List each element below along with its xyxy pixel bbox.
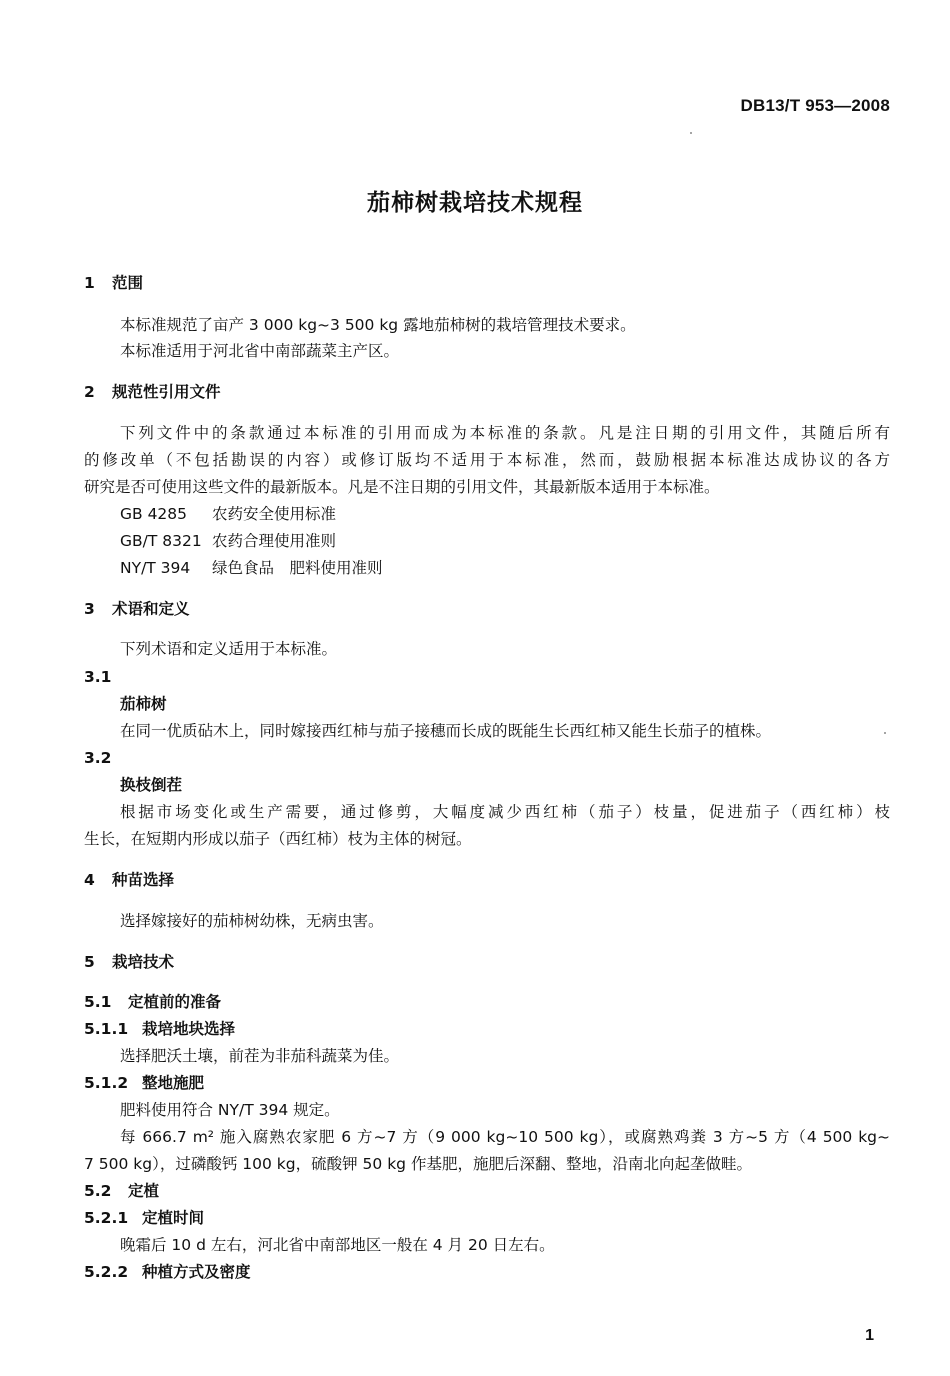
section-number: 5.2.1 — [84, 1209, 129, 1227]
s512-paragraph-1: 肥料使用符合 NY/T 394 规定。 — [120, 1101, 340, 1119]
s2-paragraph-line-2: 的修改单（不包括勘误的内容）或修订版均不适用于本标准，然而，鼓励根据本标准达成协议的各方 — [84, 451, 890, 469]
section-number: 5.2 — [84, 1182, 112, 1200]
section-title: 栽培地块选择 — [142, 1020, 236, 1038]
section-5-1-2-heading — [84, 1073, 204, 1093]
section-title: 术语和定义 — [112, 600, 190, 618]
reference-name: 农药安全使用标准 — [212, 505, 337, 523]
section-title: 定植时间 — [142, 1209, 205, 1227]
section-5-2-2-heading — [84, 1262, 251, 1282]
s2-paragraph-line-3: 研究是否可使用这些文件的最新版本。凡是不注日期的引用文件，其最新版本适用于本标准。 — [84, 478, 720, 496]
section-5-1-1-heading — [84, 1019, 235, 1039]
scan-speck — [690, 132, 692, 134]
section-number: 5.1 — [84, 993, 112, 1011]
section-3-heading — [84, 599, 190, 619]
s512-paragraph-2-line-1: 每 666.7 m² 施入腐熟农家肥 6 方~7 方（9 000 kg~10 500 kg），或腐熟鸡粪 3 方~5 方（4 500 kg~ — [120, 1128, 890, 1146]
section-number: 1 — [84, 274, 95, 292]
reference-name: 绿色食品 肥料使用准则 — [212, 559, 383, 577]
section-title: 整地施肥 — [142, 1074, 205, 1092]
section-number: 5 — [84, 953, 95, 971]
reference-item — [120, 558, 383, 578]
term-3-2-number: 3.2 — [84, 749, 112, 767]
section-5-1-heading — [84, 992, 221, 1012]
s1-paragraph-1: 本标准规范了亩产 3 000 kg~3 500 kg 露地茄柿树的栽培管理技术要求。 — [120, 316, 636, 334]
section-5-2-1-heading — [84, 1208, 204, 1228]
s512-paragraph-2-line-2: 7 500 kg），过磷酸钙 100 kg，硫酸钾 50 kg 作基肥，施肥后深翻、整地，沿南北向起垄做畦。 — [84, 1155, 752, 1173]
s511-paragraph: 选择肥沃土壤，前茬为非茄科蔬菜为佳。 — [120, 1047, 400, 1065]
section-number: 3 — [84, 600, 95, 618]
section-title: 定植 — [128, 1182, 160, 1200]
section-number: 5.2.2 — [84, 1263, 129, 1281]
s521-paragraph: 晚霜后 10 d 左右，河北省中南部地区一般在 4 月 20 日左右。 — [120, 1236, 555, 1254]
section-number: 4 — [84, 871, 95, 889]
reference-code: GB/T 8321 — [120, 532, 202, 550]
page-number: 1 — [865, 1327, 874, 1344]
section-number: 5.1.2 — [84, 1074, 129, 1092]
section-1-heading — [84, 273, 143, 293]
s2-paragraph-line-1: 下列文件中的条款通过本标准的引用而成为本标准的条款。凡是注日期的引用文件，其随后所有 — [120, 424, 890, 442]
scan-speck — [884, 732, 886, 734]
section-title: 栽培技术 — [112, 953, 175, 971]
document-title: 茄柿树栽培技术规程 — [367, 190, 583, 216]
reference-code: NY/T 394 — [120, 559, 191, 577]
s1-paragraph-2: 本标准适用于河北省中南部蔬菜主产区。 — [120, 342, 400, 360]
section-5-heading — [84, 952, 174, 972]
term-3-2-definition-line-2: 生长，在短期内形成以茄子（西红柿）枝为主体的树冠。 — [84, 830, 472, 848]
section-title: 种苗选择 — [112, 871, 175, 889]
section-number: 5.1.1 — [84, 1020, 129, 1038]
term-3-2-name: 换枝倒茬 — [120, 776, 183, 794]
section-title: 种植方式及密度 — [142, 1263, 251, 1281]
s4-paragraph: 选择嫁接好的茄柿树幼株，无病虫害。 — [120, 912, 384, 930]
section-2-heading — [84, 382, 221, 402]
reference-code: GB 4285 — [120, 505, 188, 523]
reference-item — [120, 504, 336, 524]
term-3-1-name: 茄柿树 — [120, 695, 167, 713]
section-4-heading — [84, 870, 174, 890]
section-5-2-heading — [84, 1181, 159, 1201]
section-title: 规范性引用文件 — [112, 383, 221, 401]
reference-item — [120, 531, 336, 551]
section-title: 范围 — [112, 274, 144, 292]
term-3-1-definition: 在同一优质砧木上，同时嫁接西红柿与茄子接穗而长成的既能生长西红柿又能生长茄子的植株。 — [120, 722, 772, 740]
term-3-1-number: 3.1 — [84, 668, 112, 686]
section-number: 2 — [84, 383, 95, 401]
term-3-2-definition-line-1: 根据市场变化或生产需要，通过修剪，大幅度减少西红柿（茄子）枝量，促进茄子（西红柿）枝 — [120, 803, 890, 821]
reference-name: 农药合理使用准则 — [212, 532, 337, 550]
section-title: 定植前的准备 — [128, 993, 222, 1011]
standard-code: DB13/T 953—2008 — [740, 96, 890, 115]
s3-intro: 下列术语和定义适用于本标准。 — [120, 640, 338, 658]
